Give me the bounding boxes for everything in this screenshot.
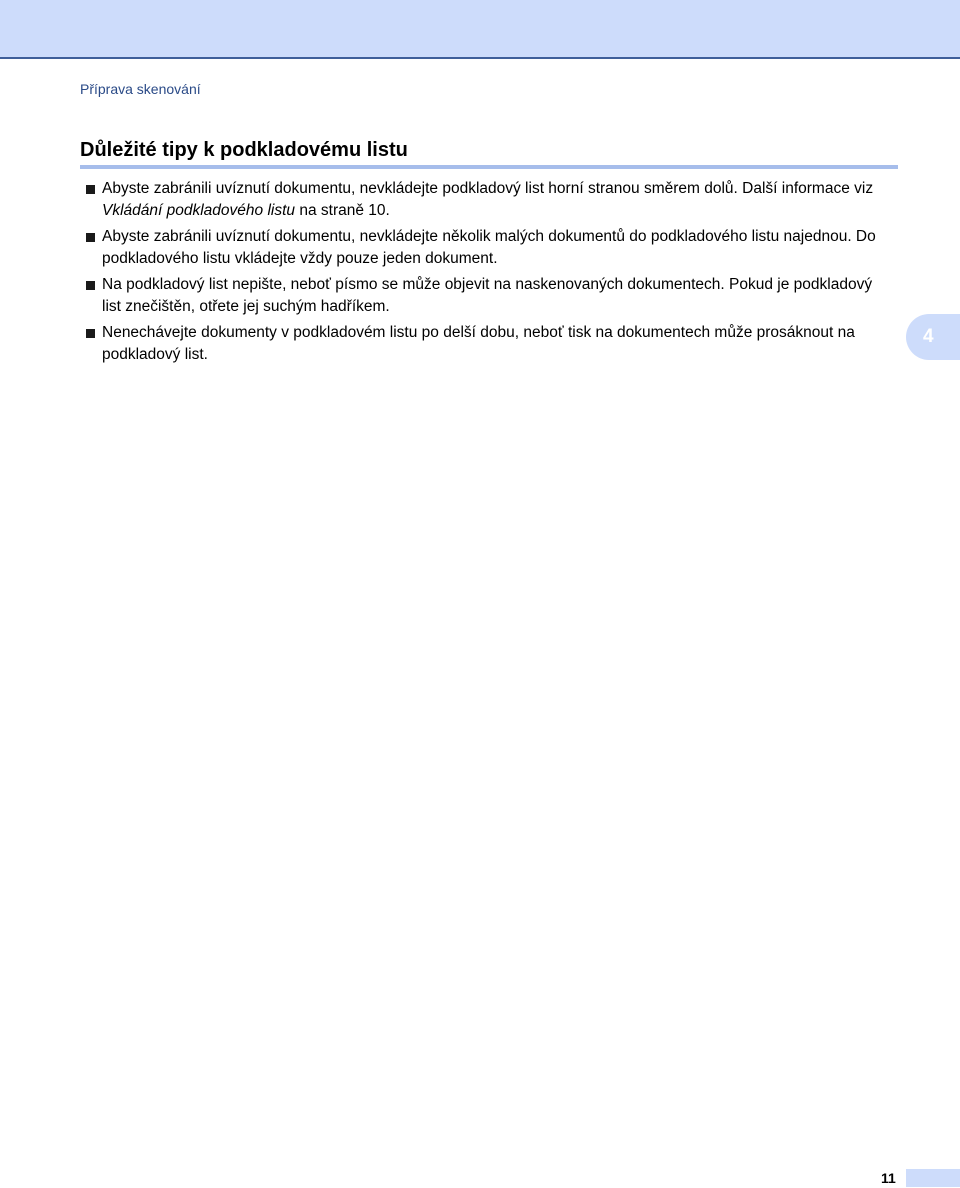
tips-list bbox=[80, 178, 880, 370]
page-number: 11 bbox=[881, 1170, 896, 1186]
tip-text: Nenechávejte dokumenty v podkladovém listu po delší dobu, neboť tisk na dokumentech může prosáknout na podkladový list. bbox=[102, 324, 855, 363]
list-item bbox=[80, 274, 880, 318]
section-title: Důležité tipy k podkladovému listu bbox=[80, 139, 408, 161]
tip-text: Abyste zabránili uvíznutí dokumentu, nevkládejte několik malých dokumentů do podkladového listu najednou. Do podkladového listu vkládejte vždy pouze jeden dokument. bbox=[102, 228, 876, 267]
square-bullet-icon bbox=[86, 233, 95, 242]
list-item bbox=[80, 178, 880, 222]
chapter-tab bbox=[906, 314, 960, 360]
cross-reference-link[interactable]: Vkládání podkladového listu bbox=[102, 202, 296, 219]
tip-text: Na podkladový list nepište, neboť písmo se může objevit na naskenovaných dokumentech. Pokud je podkladový list znečištěn, otřete jej suchým hadříkem. bbox=[102, 276, 873, 315]
running-header: Příprava skenování bbox=[80, 81, 201, 97]
square-bullet-icon bbox=[86, 185, 95, 194]
tip-text-after: na straně 10. bbox=[295, 202, 390, 219]
tip-text: Abyste zabránili uvíznutí dokumentu, nevkládejte podkladový list horní stranou směrem dolů. Další informace viz bbox=[102, 180, 874, 197]
square-bullet-icon bbox=[86, 281, 95, 290]
list-item bbox=[80, 322, 880, 366]
top-header-band bbox=[0, 0, 960, 59]
list-item bbox=[80, 226, 880, 270]
square-bullet-icon bbox=[86, 329, 95, 338]
chapter-number: 4 bbox=[923, 326, 934, 347]
title-underline bbox=[80, 165, 898, 169]
page-number-bar bbox=[906, 1169, 960, 1187]
